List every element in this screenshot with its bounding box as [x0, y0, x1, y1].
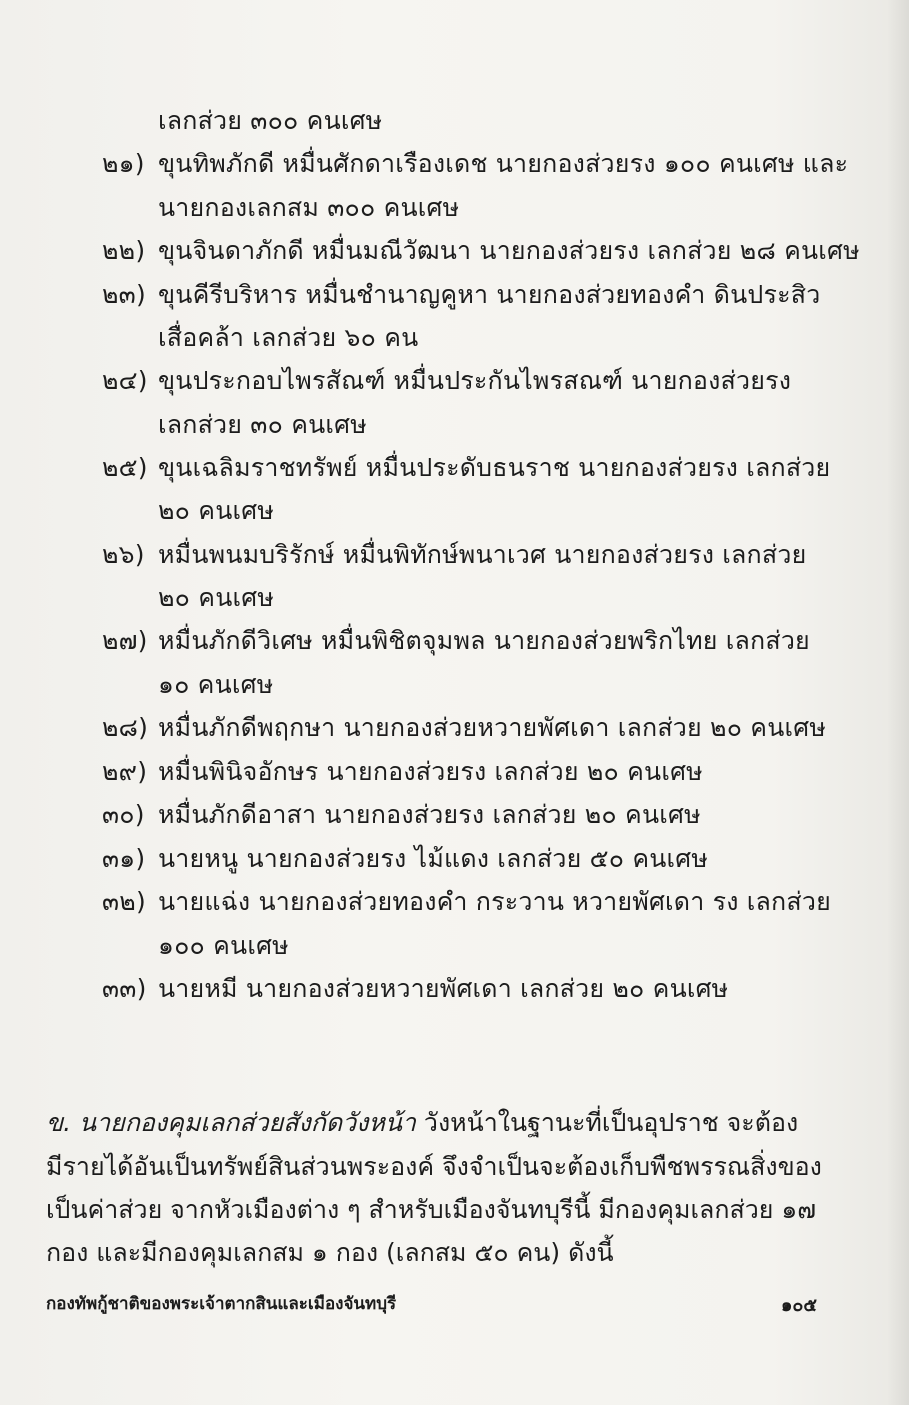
- entry-line: [158, 494, 274, 528]
- paragraph-lead: ข. นายกองคุมเลกส่วยสังกัดวังหน้า: [46, 1108, 416, 1137]
- entry-number: ๒๗): [102, 626, 148, 655]
- entry-number: ๓๓): [102, 974, 147, 1003]
- paragraph-line-1-rest: วังหน้าในฐานะที่เป็นอุปราช จะต้อง: [415, 1108, 799, 1137]
- entry-number: ๓๒): [102, 887, 146, 916]
- entry-line: [158, 191, 459, 225]
- entry-line: [158, 929, 289, 963]
- entry-line: [102, 711, 826, 745]
- entry-text: ๒๐ คนเศษ: [158, 583, 274, 612]
- entry-number: ๓๐): [102, 800, 145, 829]
- paragraph-line-2: มีรายได้อันเป็นทรัพย์สินส่วนพระองค์ จึงจำเป็นจะต้องเก็บพืชพรรณสิ่งของ: [46, 1152, 822, 1181]
- entry-text: นายแฉ่ง นายกองส่วยทองคำ กระวาน หวายพัศเดา รง เลกส่วย: [158, 887, 831, 916]
- entry-number: ๒๙): [102, 757, 148, 786]
- entry-text: หมื่นภักดีอาสา นายกองส่วยรง เลกส่วย ๒๐ คนเศษ: [158, 800, 701, 829]
- entry-line: [102, 234, 860, 268]
- entry-text: ขุนทิพภักดี หมื่นศักดาเรืองเดช นายกองส่วยรง ๑๐๐ คนเศษ และ: [158, 149, 849, 178]
- entry-number: ๒๕): [102, 453, 148, 482]
- paragraph-line-3: เป็นค่าส่วย จากหัวเมืองต่าง ๆ สำหรับเมืองจันทบุรีนี้ มีกองคุมเลกส่วย ๑๗: [46, 1195, 817, 1224]
- paragraph-line-4: กอง และมีกองคุมเลกสม ๑ กอง (เลกสม ๕๐ คน) ดังนี้: [46, 1238, 614, 1267]
- entry-text: เลกส่วย ๓๐ คนเศษ: [158, 410, 367, 439]
- entry-number: ๒๑): [102, 149, 145, 178]
- entry-line: [158, 408, 367, 442]
- entry-line: [102, 798, 701, 832]
- entry-line: [102, 278, 820, 312]
- entry-line: [102, 538, 806, 572]
- entry-text: หมื่นภักดีพฤกษา นายกองส่วยหวายพัศเดา เลกส่วย ๒๐ คนเศษ: [158, 713, 827, 742]
- entry-text: นายกองเลกสม ๓๐๐ คนเศษ: [158, 193, 460, 222]
- footer-book-title: กองทัพกู้ชาติของพระเจ้าตากสินและเมืองจันทบุรี: [46, 1294, 397, 1314]
- entry-line: [102, 364, 791, 398]
- entry-text: เลกส่วย ๓๐๐ คนเศษ: [158, 106, 383, 135]
- entry-text: หมื่นภักดีวิเศษ หมื่นพิชิตจุมพล นายกองส่วยพริกไทย เลกส่วย: [158, 626, 810, 655]
- entry-text: นายหมี นายกองส่วยหวายพัศเดา เลกส่วย ๒๐ คนเศษ: [158, 974, 729, 1003]
- entry-line: [158, 581, 274, 615]
- page-number: ๑๐๕: [780, 1295, 817, 1316]
- entry-line: [102, 624, 810, 658]
- entry-number: ๒๘): [102, 713, 149, 742]
- entry-number: ๒๓): [102, 280, 146, 309]
- entry-line: [158, 668, 273, 702]
- entry-text: ๑๐ คนเศษ: [158, 670, 274, 699]
- entry-text: ขุนเฉลิมราชทรัพย์ หมื่นประดับธนราช นายกองส่วยรง เลกส่วย: [158, 453, 831, 482]
- entry-line: [102, 972, 728, 1006]
- entry-line: [102, 147, 848, 181]
- entry-text: ขุนประกอบไพรสัณฑ์ หมื่นประกันไพรสณฑ์ นายกองส่วยรง: [158, 366, 792, 395]
- entry-line: [158, 104, 382, 138]
- entry-text: หมื่นพินิจอักษร นายกองส่วยรง เลกส่วย ๒๐ คนเศษ: [158, 757, 703, 786]
- entry-line: [102, 842, 708, 876]
- entry-line: [102, 885, 831, 919]
- entry-text: นายหนู นายกองส่วยรง ไม้แดง เลกส่วย ๕๐ คนเศษ: [158, 844, 709, 873]
- entry-text: ๑๐๐ คนเศษ: [158, 931, 289, 960]
- entry-text: เสื่อคล้า เลกส่วย ๖๐ คน: [158, 323, 419, 352]
- entry-text: หมื่นพนมบริรักษ์ หมื่นพิทักษ์พนาเวศ นายกองส่วยรง เลกส่วย: [158, 540, 807, 569]
- entry-text: ขุนคีรีบริหาร หมื่นชำนาญคูหา นายกองส่วยทองคำ ดินประสิว: [158, 280, 821, 309]
- paragraph-line-1: [46, 1106, 798, 1140]
- entry-line: [158, 321, 418, 355]
- entry-number: ๒๔): [102, 366, 148, 395]
- entry-text: ๒๐ คนเศษ: [158, 496, 274, 525]
- entry-number: ๒๒): [102, 236, 146, 265]
- entry-number: ๓๑): [102, 844, 146, 873]
- entry-line: [102, 755, 703, 789]
- entry-text: ขุนจินดาภักดี หมื่นมณีวัฒนา นายกองส่วยรง เลกส่วย ๒๘ คนเศษ: [158, 236, 860, 265]
- entry-line: [102, 451, 830, 485]
- page-edge-shadow: [887, 0, 909, 1405]
- entry-number: ๒๖): [102, 540, 145, 569]
